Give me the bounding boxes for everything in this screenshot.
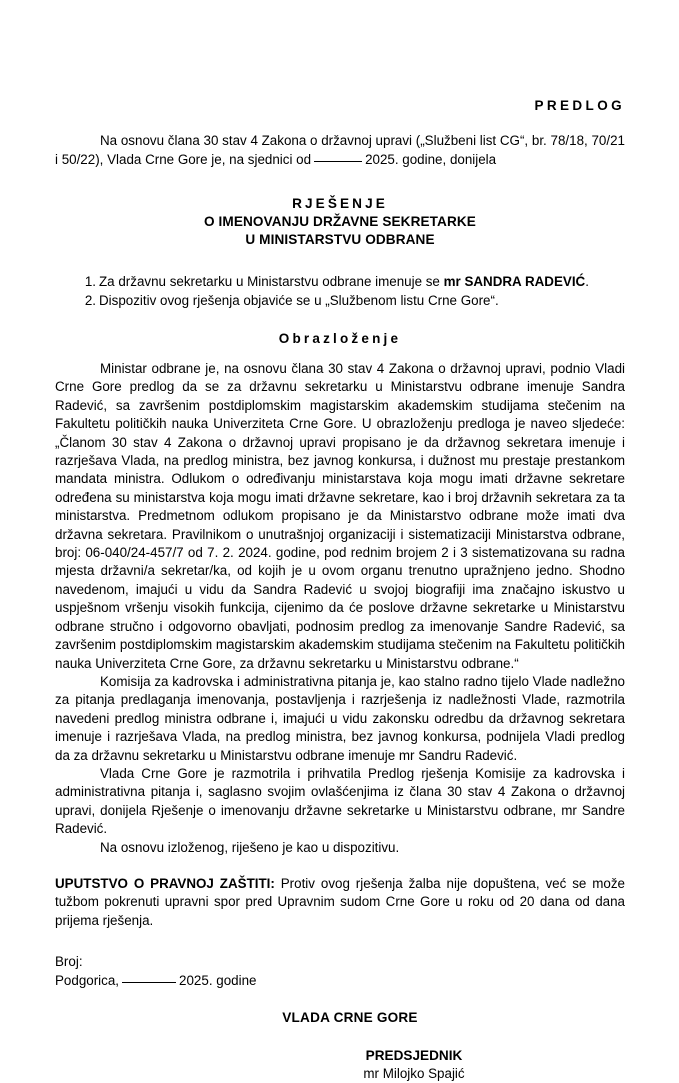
signature-block <box>55 1047 625 1083</box>
decision-title-line-2: O IMENOVANJU DRŽAVNE SEKRETARKE <box>204 214 476 229</box>
list-item <box>55 292 625 311</box>
appointee-name: mr SANDRA RADEVIĆ <box>443 274 586 289</box>
decision-title-line-3: U MINISTARSTVU ODBRANE <box>245 231 435 247</box>
document-number-label: Broj: <box>55 954 83 970</box>
document-place-label: Podgorica, <box>55 972 120 988</box>
list-item-number: 2. <box>84 292 96 308</box>
explanation-paragraph-3: Vlada Crne Gore je razmotrila i prihvatila Predlog rješenja Komisije za kadrovska i administrativna pitanja i, saglasno svojim ovlašćenjima iz člana 30 stav 4 Zakona o državnoj upravi, donijela Rješenje o imenovanju državne sekretarke u Ministarstvu odbrane, mr Sandre Radević. <box>55 765 625 837</box>
legal-remedy-text: Protiv ovog rješenja žalba nije dopuštena, već se može tužbom pokrenuti upravni spor pred Upravnim sudom Crne Gore u roku od 20 dana od dana prijema rješenja. <box>55 875 625 928</box>
signatory-role: PREDSJEDNIK <box>365 1048 463 1063</box>
document-place-date <box>55 972 625 990</box>
signatory-name: mr Milojko Spajić <box>363 1066 465 1081</box>
decision-title <box>55 195 625 248</box>
explanation-heading: Obrazloženje <box>278 331 402 346</box>
session-date-blank <box>314 161 362 162</box>
legal-basis-paragraph <box>55 132 625 169</box>
explanation-body <box>55 360 625 857</box>
dispositive-list <box>55 273 625 310</box>
explanation-paragraph-4: Na osnovu izloženog, riješeno je kao u dispozitivu. <box>100 839 400 855</box>
list-item-number: 1. <box>84 274 96 289</box>
list-item-text-before: Dispozitiv ovog rješenja objaviće se u „Službenom listu Crne Gore“. <box>99 292 499 308</box>
proposal-label: PREDLOG <box>534 98 625 113</box>
government-name: VLADA CRNE GORE <box>282 1010 418 1025</box>
document-date-suffix: 2025. godine <box>179 972 257 988</box>
legal-remedy-label: UPUTSTVO O PRAVNOJ ZAŠTITI: <box>55 875 275 891</box>
list-item <box>55 273 625 292</box>
explanation-paragraph-1: Ministar odbrane je, na osnovu člana 30 stav 4 Zakona o državnoj upravi, podnio Vladi Crne Gore predlog da se za državnu sekretarku u Ministarstvu odbrane imenuje Sandra Radević, sa završenim postdiplomskim magistarskim akademskim studijama stečenim na Fakultetu političkih nauka Univerziteta Crne Gore. U obrazloženju predloga je naveo sljedeće: „Članom 30 stav 4 Zakona o državnoj upravi propisano je da državnog sekretara imenuje i razrješava Vlada, na predlog ministra, bez javnog konkursa, i dužnost mu prestaje prestankom mandata ministra. Odlukom o određivanju ministarstava koja mogu imati državne sekretare određena su ministarstva koja mogu imati državne sekretare, kao i broj državnih sekretara za ta ministarstva. Predmetnom odlukom propisano je da Ministarstvo odbrane može imati dva državna sekretara. Pravilnikom o unutrašnjoj organizaciji i sistematizaciji Ministarstva odbrane, broj: 06-040/24-457/7 od 7. 2. 2024. godine, pod rednim brojem 2 i 3 sistematizovana su radna mjesta državni/a sekretar/ka, od kojih je u ovom organu trenutno upražnjeno jedno. Shodno navedenom, imajući u vidu da Sandra Radević u svojoj biografiji ima značajno iskustvo u uspješnom vršenju visokih funkcija, cijenimo da će poslove državne sekretarke u Ministarstvu odbrane stručno i odgovorno obavljati, podnosim predlog za imenovanje Sandre Radević, sa završenim postdiplomskim magistarskim akademskim studijama stečenim na Fakultetu političkih nauka Univerziteta Crne Gore, za državnu sekretarku u Ministarstvu odbrane.“ <box>55 361 625 671</box>
decision-title-line-1: RJEŠENJE <box>292 196 388 211</box>
proposal-label-row <box>55 0 625 115</box>
list-item-text-after: . <box>585 274 589 289</box>
legal-remedy-notice <box>55 875 625 930</box>
list-item-text-before: Za državnu sekretarku u Ministarstvu odbrane imenuje se <box>99 274 444 289</box>
explanation-paragraph-2: Komisija za kadrovska i administrativna pitanja je, kao stalno radno tijelo Vlade nadležno za pitanja predlaganja imenovanja, postavljenja i razrješenja iz nadležnosti Vlade, razmotrila navedeni predlog ministra odbrane i, imajući u vidu zakonsku odredbu da državnog sekretara imenuje i razrješava Vlada, na predlog ministra, bez javnog konkursa, podnijela Vladi predlog da za državnu sekretarku u Ministarstvu odbrane imenuje mr Sandru Radević. <box>55 673 625 763</box>
document-date-blank <box>122 982 176 983</box>
document-meta <box>55 953 625 990</box>
legal-basis-text-after: 2025. godine, donijela <box>365 151 497 167</box>
legal-basis-text-before: Na osnovu člana 30 stav 4 Zakona o državnoj upravi („Službeni list CG“, br. 78/18, 70/21 i 50/22), Vlada Crne Gore je, na sjednici od <box>55 133 625 167</box>
